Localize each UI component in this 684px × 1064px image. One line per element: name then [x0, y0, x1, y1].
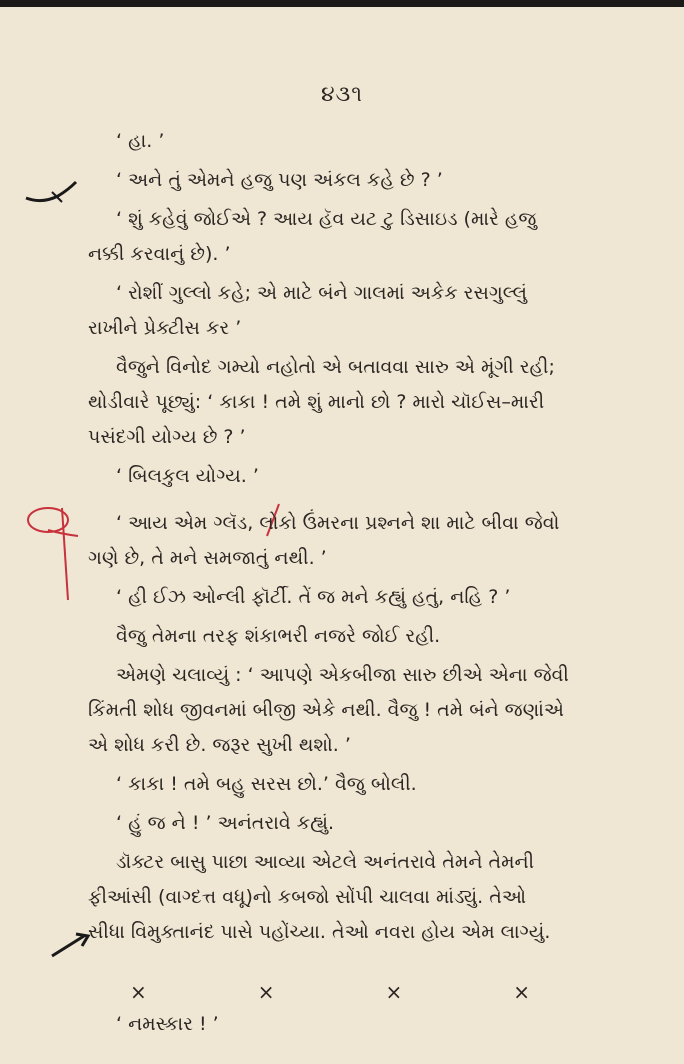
- text-line: પસંદગી યોગ્ય છે ? ’: [88, 426, 246, 448]
- separator-mark: ×: [385, 980, 403, 1004]
- paragraph: [88, 619, 628, 654]
- text-line: ‘ અને તું એમને હજુ પણ અંકલ કહે છે ? ’: [116, 169, 443, 191]
- separator-mark: ×: [257, 980, 275, 1004]
- paragraph: [88, 580, 628, 615]
- text-line: ગણે છે, તે મને સમજાતું નથી. ’: [88, 547, 327, 569]
- paragraph: [88, 767, 628, 802]
- page-text: [88, 124, 628, 950]
- text-line: કિંમતી શોધ જીવનમાં બીજી એકે નથી. વૈજુ ! તમે બંને જણાંએ: [88, 699, 564, 721]
- text-line: નક્કી કરવાનું છે). ’: [88, 243, 231, 265]
- text-line: એ શોધ કરી છે. જરૂર સુખી થશો. ’: [88, 734, 351, 756]
- text-line: રાખીને પ્રેક્ટીસ કર ’: [88, 317, 242, 339]
- paragraph: [88, 276, 628, 346]
- text-line: ‘ હા. ’: [116, 130, 165, 152]
- text-line: ‘ હું જ ને ! ’ અનંતરાવે કહ્યું.: [116, 812, 335, 834]
- separator-mark: ×: [130, 980, 147, 1004]
- text-line: વૈજુને વિનોદ ગમ્યો નહોતો એ બતાવવા સારુ એ મૂંગી રહી;: [116, 356, 555, 378]
- scan-top-edge: [0, 0, 684, 7]
- red-check-mark-icon: [18, 500, 96, 610]
- text-line: ‘ બિલકુલ યોગ્ય. ’: [116, 465, 259, 487]
- paragraph: [88, 845, 628, 950]
- text-line: વૈજુ તેમના તરફ શંકાભરી નજરે જોઈ રહી.: [116, 625, 441, 647]
- paragraph: [88, 459, 628, 494]
- paragraph: [88, 506, 628, 576]
- paragraph: [88, 350, 628, 455]
- text-line: ‘ હી ઈઝ ઓન્લી ફૉર્ટી. તેં જ મને કહ્યું હતું, નહિ ? ’: [116, 586, 511, 608]
- separator-mark: ×: [513, 980, 530, 1004]
- paragraph: [88, 658, 628, 763]
- paragraph: [88, 202, 628, 272]
- closing-line: ‘ નમસ્કાર ! ’: [116, 1013, 219, 1035]
- text-line: એમણે ચલાવ્યું : ‘ આપણે એકબીજા સારુ છીએ એના જેવી: [116, 664, 569, 686]
- text-line: ફીઆંસી (વાગ્દત્ત વધૂ)નો કબજો સોંપી ચાલવા માંડ્યું. તેઓ: [88, 886, 527, 908]
- page-number: ૪૩૧: [320, 82, 364, 107]
- text-line: થોડીવારે પૂછ્યું: ‘ કાકા ! તમે શું માનો છો ? મારો ચૉઈસ–મારી: [88, 391, 545, 413]
- pen-mark-icon: [22, 178, 82, 208]
- ink-arrow-mark-icon: [48, 930, 92, 960]
- text-line: ડૉક્ટર બાસુ પાછા આવ્યા એટલે અનંતરાવે તેમને તેમની: [116, 851, 535, 873]
- paragraph: [88, 163, 628, 198]
- text-line: ‘ શું કહેવું જોઈએ ? આય હૅવ યટ ટુ ડિસાઇડ (મારે હજુ: [116, 208, 537, 230]
- paragraph: [88, 806, 628, 841]
- section-separator: [130, 980, 530, 1004]
- text-line: ‘ રોશીં ગુલ્લો કહે; એ માટે બંને ગાલમાં અકેક રસગુલ્લું: [116, 282, 527, 304]
- text-line: ‘ આય એમ ગ્લૅડ, લોકો ઉંમરના પ્રશ્નને શા માટે બીવા જેવો: [116, 512, 560, 534]
- text-line: ‘ કાકા ! તમે બહુ સરસ છો.’ વૈજુ બોલી.: [116, 773, 417, 795]
- paragraph: [88, 124, 628, 159]
- text-line: સીધા વિમુક્તાનંદ પાસે પહોંચ્યા. તેઓ નવરા હોય એમ લાગ્યું.: [88, 921, 551, 943]
